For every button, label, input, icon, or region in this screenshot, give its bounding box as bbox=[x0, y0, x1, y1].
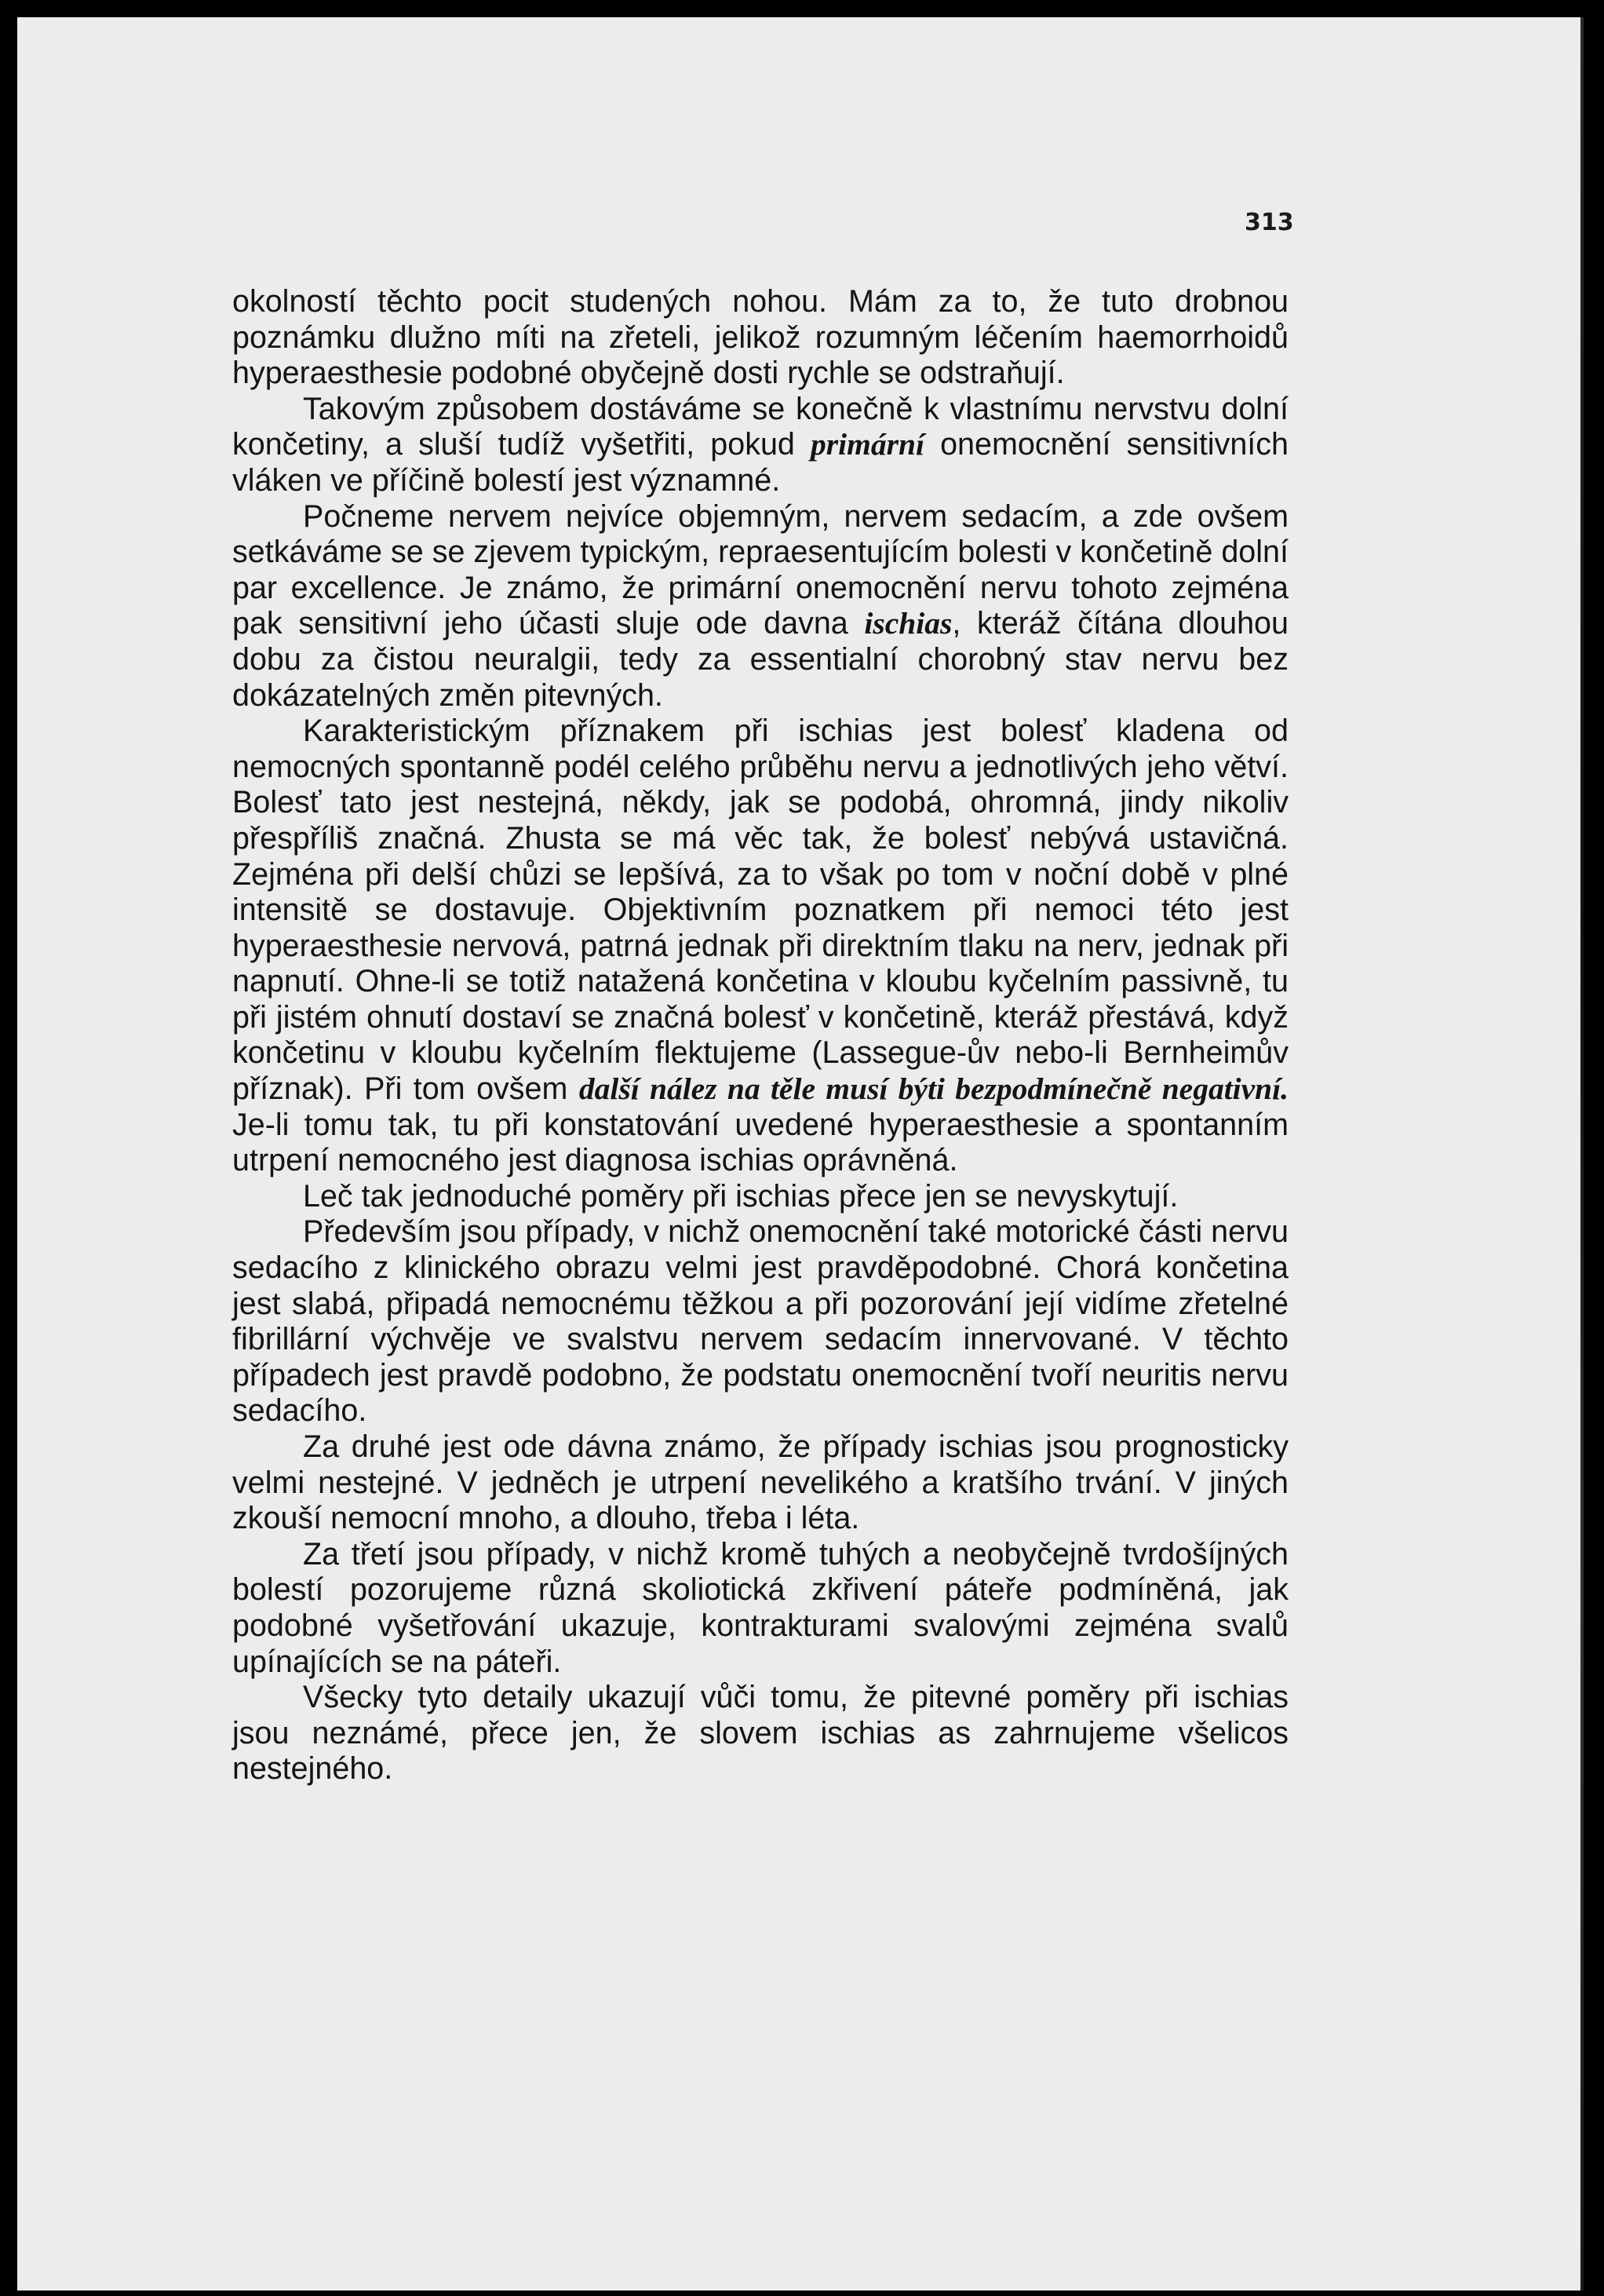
paragraph-text: Za druhé jest ode dávna známo, že případy ischias jsou prognosticky velmi nestejné. V jedněch je utrpení nevelikého a kratšího trvání. V jiných zkouší nemocní mnoho, a dlouho, třeba i léta. bbox=[232, 1429, 1289, 1536]
paragraph-text: Je-li tomu tak, tu při konstatování uvedené hyperaesthesie a spontanním utrpení nemocného jest diagnosa ischias oprávněná. bbox=[232, 1107, 1289, 1178]
paragraph bbox=[232, 1179, 1289, 1215]
page-edge-shadow bbox=[1580, 17, 1584, 2291]
paragraph-text: okolností těchto pocit studených nohou. Mám za to, že tuto drobnou poznámku dlužno míti na zřeteli, jelikož rozumným léčením haemorrhoidů hyperaesthesie podobné obyčejně dosti rychle se odstraňují. bbox=[232, 284, 1289, 391]
emphasis-text: ischias bbox=[864, 606, 953, 641]
paragraph bbox=[232, 714, 1289, 1179]
paragraph bbox=[232, 392, 1289, 499]
paragraph-text: Leč tak jednoduché poměry při ischias přece jen se nevyskytují. bbox=[303, 1178, 1179, 1214]
paragraph-text: , kteráž čítána dlouhou dobu za čistou neuralgii, tedy za essentialní chorobný stav nervu bez dokázatelných změn pitevných. bbox=[232, 606, 1289, 713]
paragraph-text: Především jsou případy, v nichž onemocnění také motorické části nervu sedacího z klinického obrazu velmi jest pravděpodobné. Chorá končetina jest slabá, připadá nemocnému těžkou a při pozorování její vidíme zřetelné fibrillární výchvěje ve svalstvu nervem sedacím innervované. V těchto případech jest pravdě podobno, že podstatu onemocnění tvoří neuritis nervu sedacího. bbox=[232, 1214, 1289, 1429]
paragraph-text: Karakteristickým příznakem při ischias jest bolesť kladena od nemocných spontanně podél celého průběhu nervu a jednotlivých jeho větví. Bolesť tato jest nestejná, někdy, jak se podobá, ohromná, jindy nikoliv přespříliš značná. Zhusta se má věc tak, že bolesť nebývá ustavičná. Zejména při delší chůzi se lepšívá, za to však po tom v noční době v plné intensitě se dostavuje. Objektivním poznatkem při nemoci této jest hyperaesthesie nervová, patrná jednak při direktním tlaku na nerv, jednak při napnutí. Ohne-li se totiž natažená končetina v kloubu kyčelním passivně, tu při jistém ohnutí dostaví se značná bolesť v končetině, kteráž přestává, když končetinu v kloubu kyčelním flektujeme (Lassegue-ův nebo-li Bernheimův příznak). Při tom ovšem bbox=[232, 714, 1289, 1107]
paragraph-text: onemocnění sensitivních vláken ve příčině bolestí jest významné. bbox=[232, 427, 1289, 498]
paragraph bbox=[232, 1537, 1289, 1680]
body-text bbox=[232, 284, 1289, 1787]
paragraph bbox=[232, 1429, 1289, 1537]
paragraph-text: Všecky tyto detaily ukazují vůči tomu, že pitevné poměry při ischias jsou neznámé, přece jen, že slovem ischias as zahrnujeme všelicos nestejného. bbox=[232, 1680, 1289, 1787]
paragraph bbox=[232, 499, 1289, 714]
paragraph bbox=[232, 1214, 1289, 1429]
paragraph-text: Počneme nervem nejvíce objemným, nervem sedacím, a zde ovšem setkáváme se se zjevem typickým, repraesentujícím bolesti v končetině dolní par excellence. Je známo, že primární onemocnění nervu tohoto zejména pak sensitivní jeho účasti sluje ode davna bbox=[232, 498, 1289, 641]
book-page bbox=[17, 17, 1584, 2291]
paragraph bbox=[232, 284, 1289, 392]
emphasis-text: primární bbox=[811, 427, 924, 462]
emphasis-text: další nález na těle musí býti bezpodmínečně negativní. bbox=[578, 1071, 1289, 1107]
paragraph bbox=[232, 1680, 1289, 1787]
paragraph-text: Za třetí jsou případy, v nichž kromě tuhých a neobyčejně tvrdošíjných bolestí pozorujeme různá skoliotická zkřivení páteře podmíněná, jak podobné vyšetřování ukazuje, kontrakturami svalovými zejména svalů upínajících se na páteři. bbox=[232, 1536, 1289, 1679]
paragraph-text: Takovým způsobem dostáváme se konečně k vlastnímu nervstvu dolní končetiny, a sluší tudíž vyšetřiti, pokud bbox=[232, 391, 1289, 462]
page-number: 313 bbox=[1245, 209, 1294, 236]
